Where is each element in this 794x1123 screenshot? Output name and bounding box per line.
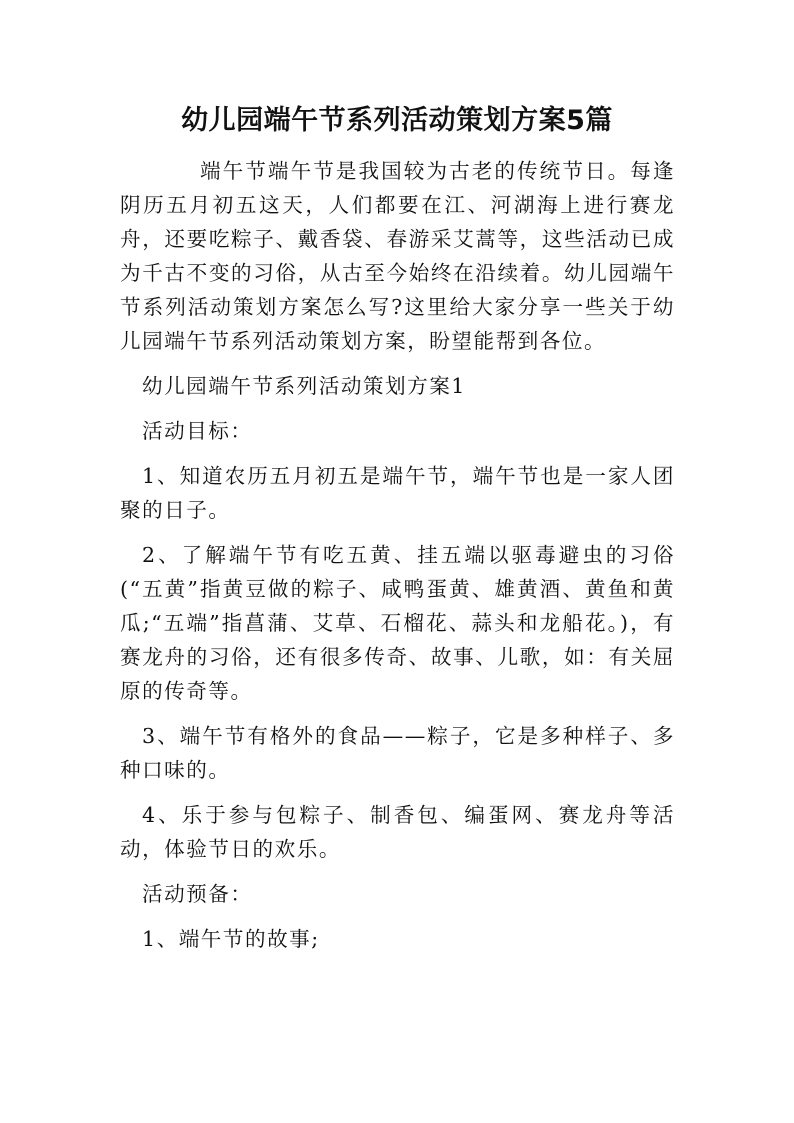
goal-item-2: 2、了解端午节有吃五黄、挂五端以驱毒避虫的习俗(“五黄”指黄豆做的粽子、咸鸭蛋黄、雄黄酒、黄鱼和黄瓜;“五端”指菖蒲、艾草、石榴花、蒜头和龙船花。)，有赛龙舟的习俗，还有很多传奇、故事、儿歌，如：有关屈原的传奇等。 — [120, 543, 675, 703]
goals-heading: 活动目标： — [142, 419, 253, 443]
goal-item-1: 1、知道农历五月初五是端午节，端午节也是一家人团聚的日子。 — [120, 464, 675, 522]
document-body — [120, 154, 675, 967]
goal-item-4: 4、乐于参与包粽子、制香包、编蛋网、赛龙舟等活动，体验节日的欢乐。 — [120, 803, 675, 861]
prep-item-1: 1、端午节的故事; — [142, 927, 320, 951]
document-title: 幼儿园端午节系列活动策划方案5篇 — [181, 105, 613, 136]
goal-item-3: 3、端午节有格外的食品——粽子，它是多种样子、多种口味的。 — [120, 724, 675, 782]
section-heading: 幼儿园端午节系列活动策划方案1 — [142, 374, 466, 398]
intro-paragraph: 端午节端午节是我国较为古老的传统节日。每逢阴历五月初五这天，人们都要在江、河湖海上进行赛龙舟，还要吃粽子、戴香袋、春游采艾蒿等，这些活动已成为千古不变的习俗，从古至今始终在沿续着。幼儿园端午节系列活动策划方案怎么写?这里给大家分享一些关于幼儿园端午节系列活动策划方案，盼望能帮到各位。 — [120, 159, 675, 353]
prep-heading: 活动预备： — [142, 882, 253, 906]
